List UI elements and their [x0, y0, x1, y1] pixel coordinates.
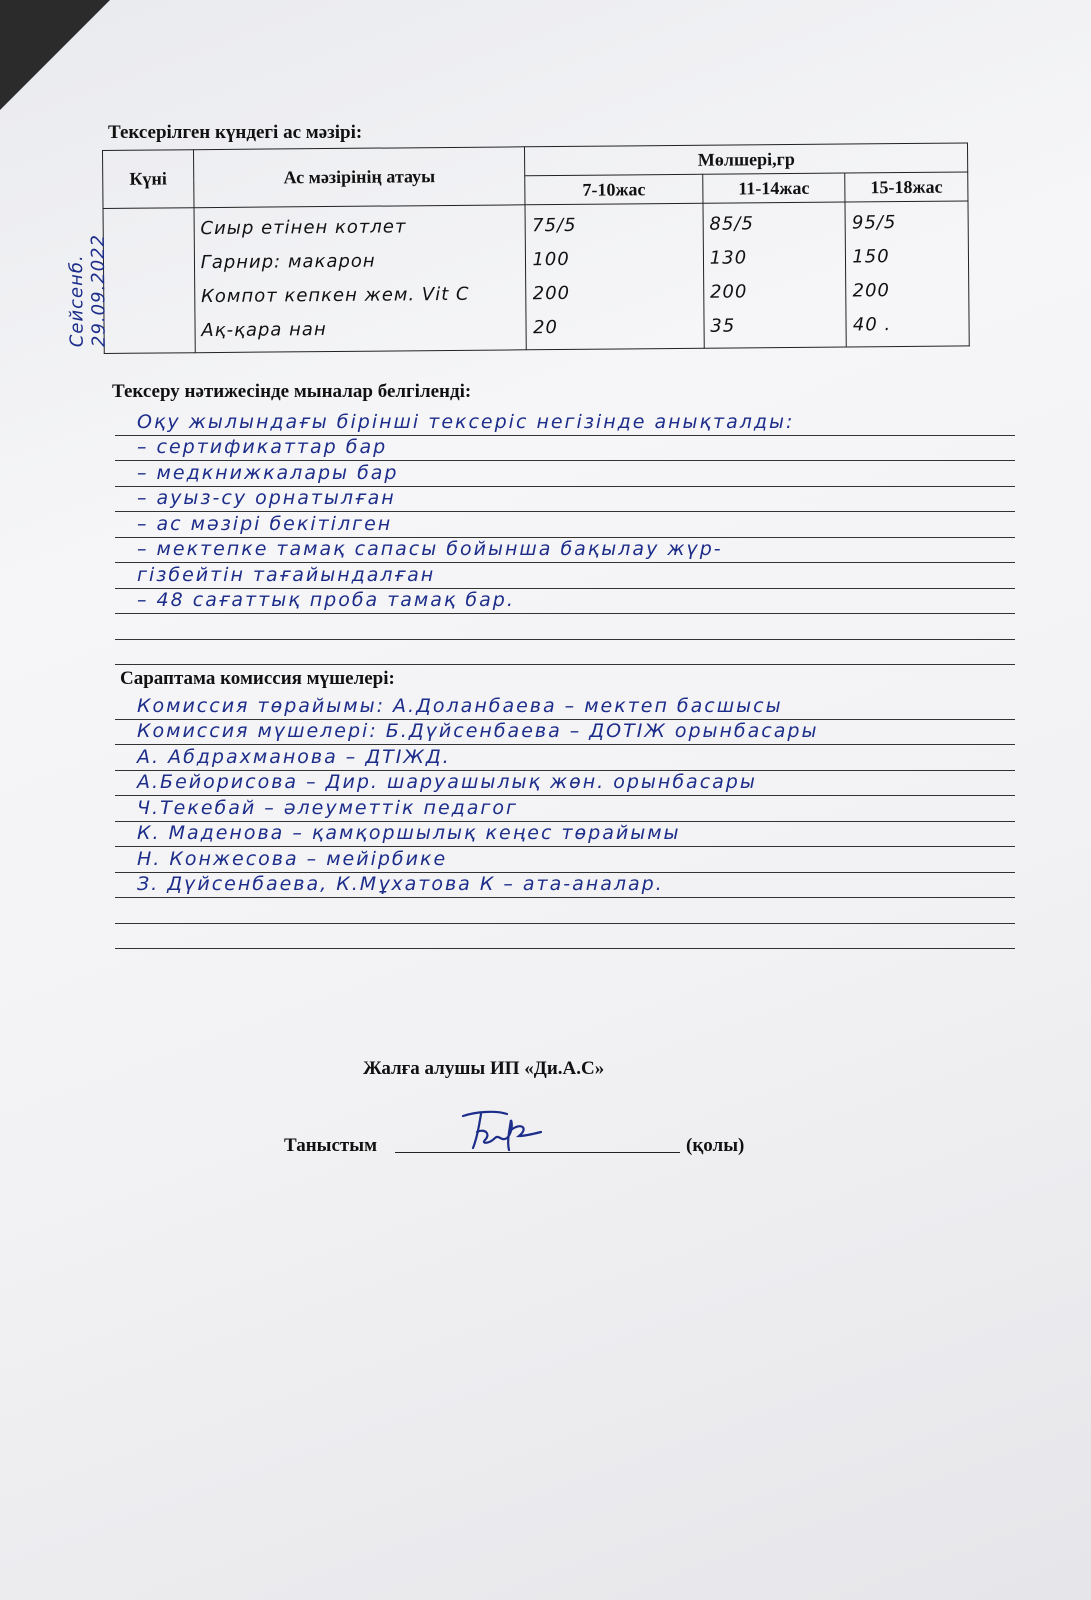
ruled-line: [115, 538, 1015, 564]
value-cell: 85/5: [709, 213, 754, 235]
member-text: К. Маденова – қамқоршылық кеңес төрайымы: [137, 822, 681, 844]
member-text: З. Дүйсенбаева, К.Мұхатова К – ата-аналар.: [137, 873, 664, 895]
finding-text: – сертификаттар бар: [137, 436, 388, 458]
finding-text: – ас мәзірі бекітілген: [137, 512, 393, 535]
value-cell: 40 .: [852, 314, 892, 336]
ruled-line: [115, 924, 1015, 950]
age3-values: [845, 201, 969, 347]
ruled-line: [115, 873, 1015, 899]
ruled-line: [115, 512, 1015, 538]
findings-ruled-lines: [115, 410, 1015, 665]
ruled-line: [115, 745, 1015, 771]
header-age-11-14: 11-14жас: [703, 173, 846, 203]
header-day: Күні: [103, 150, 194, 209]
age1-values: [525, 203, 704, 350]
header-age-7-10: 7-10жас: [525, 174, 703, 205]
findings-section-title: Тексеру нәтижесінде мыналар белгіленді:: [112, 381, 472, 402]
dish-item: Гарнир: макарон: [200, 250, 376, 274]
member-text: А.Бейорисова – Дир. шаруашылық жөн. орынбасары: [137, 771, 757, 793]
dish-item: Компот кепкен жем. Vit C: [200, 283, 470, 308]
tenant-label: Жалға алушы ИП «Ди.А.С»: [363, 1058, 605, 1079]
ruled-line: [115, 436, 1015, 462]
ruled-line: [115, 898, 1015, 924]
commission-ruled-lines: [115, 694, 1015, 949]
value-cell: 200: [852, 280, 891, 302]
value-cell: 200: [532, 282, 571, 305]
value-cell: 200: [709, 281, 748, 303]
dish-item: Сиыр етінен котлет: [200, 216, 407, 240]
header-dish: Ас мәзірінің атауы: [193, 147, 525, 208]
menu-section-title: Тексерілген күндегі ас мәзірі:: [108, 122, 363, 143]
value-cell: 100: [532, 248, 570, 271]
finding-text: – мектепке тамақ сапасы бойынша бақылау жүр-: [137, 538, 723, 560]
member-text: Комиссия мүшелері: Б.Дүйсенбаева – ДОТІЖ орынбасары: [137, 720, 819, 742]
dish-item: Ақ-қара нан: [201, 319, 327, 342]
header-amount: Мөлшері,гр: [525, 143, 968, 176]
ruled-line: [115, 563, 1015, 589]
finding-text: – 48 сағаттық проба тамақ бар.: [137, 589, 515, 611]
header-age-15-18: 15-18жас: [845, 172, 968, 202]
age2-values: [703, 202, 847, 348]
menu-table: [65, 142, 970, 354]
finding-text: Оқу жылындағы бірінші тексеріс негізінде анықталды:: [137, 410, 795, 433]
value-cell: 130: [709, 247, 748, 269]
date-weekday: Сейсенб.: [65, 254, 88, 348]
ruled-line: [115, 461, 1015, 487]
value-cell: 35: [710, 315, 736, 337]
ruled-line: [115, 410, 1015, 436]
member-text: Комиссия төрайымы: А.Доланбаева – мектеп басшысы: [137, 694, 783, 717]
signature-hint: (қолы): [686, 1135, 745, 1156]
member-text: Ч.Текебай – әлеуметтік педагог: [137, 796, 519, 819]
ruled-line: [115, 720, 1015, 746]
ruled-line: [115, 614, 1015, 640]
ruled-line: [115, 771, 1015, 797]
ruled-line: [115, 847, 1015, 873]
value-cell: 95/5: [851, 212, 897, 234]
member-text: А. Абдрахманова – ДТІЖД.: [137, 745, 451, 768]
ruled-line: [115, 796, 1015, 822]
ack-label: Таныстым: [284, 1135, 378, 1156]
ruled-line: [115, 640, 1015, 666]
dish-list: [194, 205, 527, 353]
date-cell: [65, 208, 195, 354]
ruled-line: [115, 487, 1015, 513]
ruled-line: [115, 822, 1015, 848]
ruled-line: [115, 589, 1015, 615]
date-value: 29.09.2022: [87, 233, 110, 348]
value-cell: 150: [852, 246, 890, 268]
member-text: Н. Конжесова – мейірбике: [137, 847, 448, 870]
finding-text: гізбейтін тағайындалған: [137, 563, 436, 586]
acknowledgement-row: [284, 1112, 744, 1157]
signature-line: [395, 1112, 680, 1153]
commission-section-title: Сараптама комиссия мүшелері:: [120, 668, 395, 689]
signature-image: [455, 1108, 545, 1152]
value-cell: 75/5: [532, 214, 577, 237]
value-cell: 20: [532, 317, 559, 339]
ruled-line: [115, 694, 1015, 720]
finding-text: – медкнижкалары бар: [137, 461, 399, 484]
finding-text: – ауыз-су орнатылған: [137, 487, 396, 509]
